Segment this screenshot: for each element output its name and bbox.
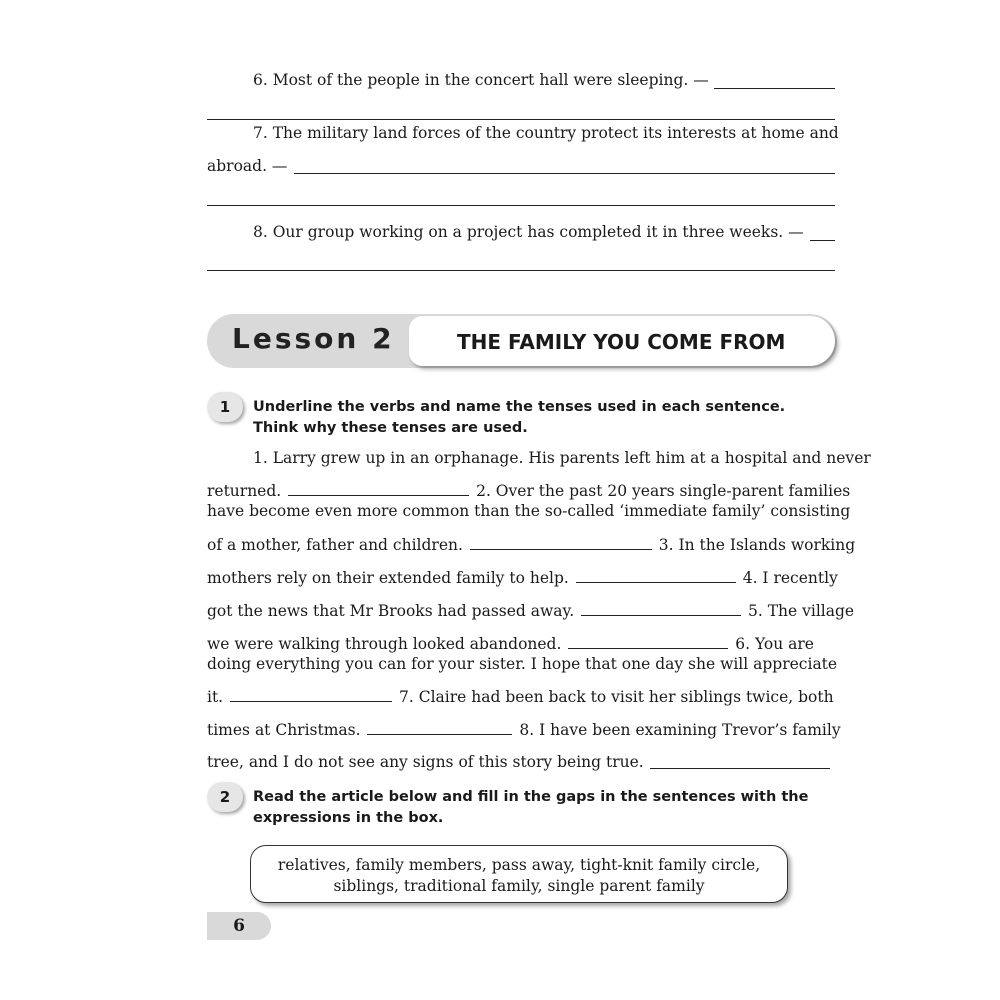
task1-text: 5. The village [748,602,855,620]
task1-text: 6. You are [735,635,814,653]
answer-line[interactable] [294,173,835,174]
answer-line[interactable] [810,240,835,241]
answer-line[interactable] [207,119,835,120]
task1-line [207,601,855,620]
task1-text: 3. In the Islands working [658,536,856,554]
exercise-item-8: 8. Our group working on a project has completed it in three weeks. — [253,223,804,241]
answer-line[interactable] [207,270,835,271]
task1-text: 2. Over the past 20 years single-parent families [476,482,851,500]
task1-line [207,481,851,500]
task1-text: returned. [207,482,282,500]
task1-text: of a mother, father and children. [207,536,463,554]
word-box-line: relatives, family members, pass away, tight-knit family circle, [277,856,761,874]
task1-line [207,634,835,653]
lesson-title: THE FAMILY YOU COME FROM [457,330,786,354]
task1-text: 8. I have been examining Trevor’s family [519,721,841,739]
task1-line [207,720,841,739]
task1-text: 4. I recently [742,569,838,587]
answer-line[interactable] [207,205,835,206]
task1-text: times at Christmas. [207,721,361,739]
answer-blank[interactable] [288,481,469,496]
task1-line: 1. Larry grew up in an orphanage. His parents left him at a hospital and never [253,449,871,467]
task1-line: have become even more common than the so-called ‘immediate family’ consisting [207,502,851,520]
task-instruction: Read the article below and fill in the gaps in the sentences with the expressions in the box. [253,789,809,826]
word-box-line: siblings, traditional family, single parent family [333,877,705,895]
task1-text: got the news that Mr Brooks had passed away. [207,602,575,620]
answer-blank[interactable] [367,720,512,735]
word-box [250,845,788,903]
task1-text: mothers rely on their extended family to help. [207,569,569,587]
task1-text: we were walking through looked abandoned. [207,635,562,653]
task1-text: 7. Claire had been back to visit her siblings twice, both [399,688,834,706]
answer-blank[interactable] [581,601,741,616]
task-instruction: Underline the verbs and name the tenses used in each sentence. Think why these tenses are used. [253,399,786,436]
answer-blank[interactable] [576,568,736,583]
answer-line[interactable] [714,88,835,89]
task1-line: doing everything you can for your sister. I hope that one day she will appreciate [207,655,838,673]
exercise-item-7-line1: 7. The military land forces of the country protect its interests at home and [253,124,839,142]
exercise-item-6 [253,71,709,89]
task1-line [207,568,838,587]
answer-blank[interactable] [230,687,392,702]
task1-line [207,687,835,706]
task-number-badge: 2 [207,782,243,812]
exercise-item-6-text: 6. Most of the people in the concert hall were sleeping. — [253,71,709,89]
answer-line[interactable] [650,768,830,769]
task1-text: it. [207,688,224,706]
page-number: 6 [207,912,271,940]
task1-text: tree, and I do not see any signs of this story being true. [207,753,644,771]
lesson-label: Lesson 2 [232,322,395,355]
answer-blank[interactable] [568,634,728,649]
exercise-item-7-line2: abroad. — [207,157,288,175]
task1-line [207,535,856,554]
answer-blank[interactable] [470,535,652,550]
task-number-badge: 1 [207,392,243,422]
